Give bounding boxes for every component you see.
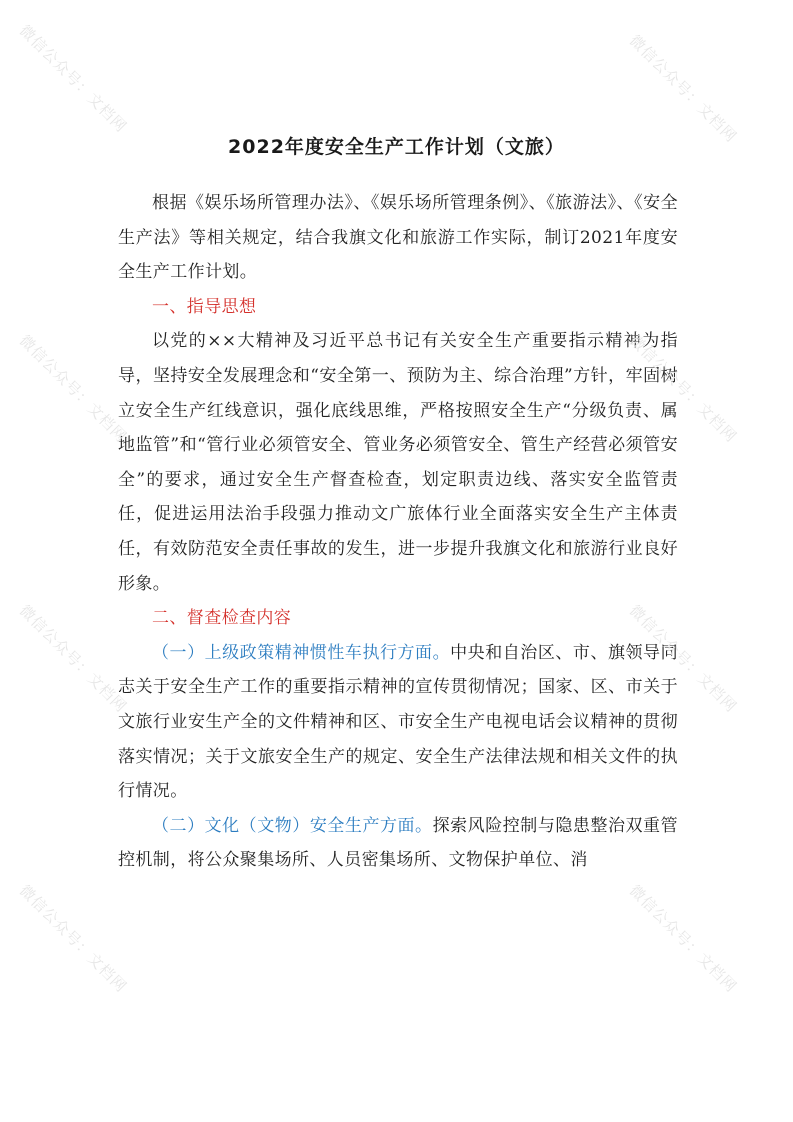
watermark: 微信公众号：文档网 (625, 601, 741, 716)
watermark: 微信公众号：文档网 (15, 331, 131, 446)
watermark: 微信公众号：文档网 (15, 601, 131, 716)
guiding-ideology-paragraph: 以党的××大精神及习近平总书记有关安全生产重要指示精神为指导，坚持安全发展理念和“安全第一、预防为主、综合治理”方针，牢固树立安全生产红线意识，强化底线思维，严格按照安全生产“分级负责、属地监管”和“管行业必须管安全、管业务必须管安全、管生产经营必须管安全”的要求，通过安全生产督查检查，划定职责边线、落实安全监管责任，促进运用法治手段强力推动文广旅体行业全面落实安全生产主体责任，有效防范安全责任事故的发生，进一步提升我旗文化和旅游行业良好形象。 (118, 331, 678, 594)
watermark: 微信公众号：文档网 (15, 881, 131, 996)
item-1-title: （一）上级政策精神惯性车执行方面。 (152, 642, 451, 663)
watermark: 微信公众号：文档网 (625, 31, 741, 146)
item-2-title: （二）文化（文物）安全生产方面。 (152, 815, 433, 836)
document-body (118, 186, 678, 878)
item-2-body: 探索风险控制与隐患整治双重管控机制，将公众聚集场所、人员密集场所、文物保护单位、消 (118, 815, 678, 871)
section-heading-guiding-ideology: 一、指导思想 (152, 296, 257, 317)
item-1-body: 中央和自治区、市、旗领导同志关于安全生产工作的重要指示精神的宣传贯彻情况；国家、区、市关于文旅行业安生产全的文件精神和区、市安全生产电视电话会议精神的贯彻落实情况；关于文旅安全生产的规定、安全生产法律法规和相关文件的执行情况。 (118, 642, 678, 802)
item-2-paragraph (118, 809, 678, 878)
item-1-paragraph (118, 636, 678, 809)
section-heading-inspection-content: 二、督查检查内容 (152, 608, 292, 629)
document-title: 2022年度安全生产工作计划（文旅） (228, 136, 565, 158)
watermark: 微信公众号：文档网 (15, 21, 131, 136)
watermark: 微信公众号：文档网 (625, 881, 741, 996)
watermark: 微信公众号：文档网 (625, 331, 741, 446)
intro-paragraph: 根据《娱乐场所管理办法》、《娱乐场所管理条例》、《旅游法》、《安全生产法》等相关规定，结合我旗文化和旅游工作实际，制订2021年度安全生产工作计划。 (118, 193, 678, 283)
